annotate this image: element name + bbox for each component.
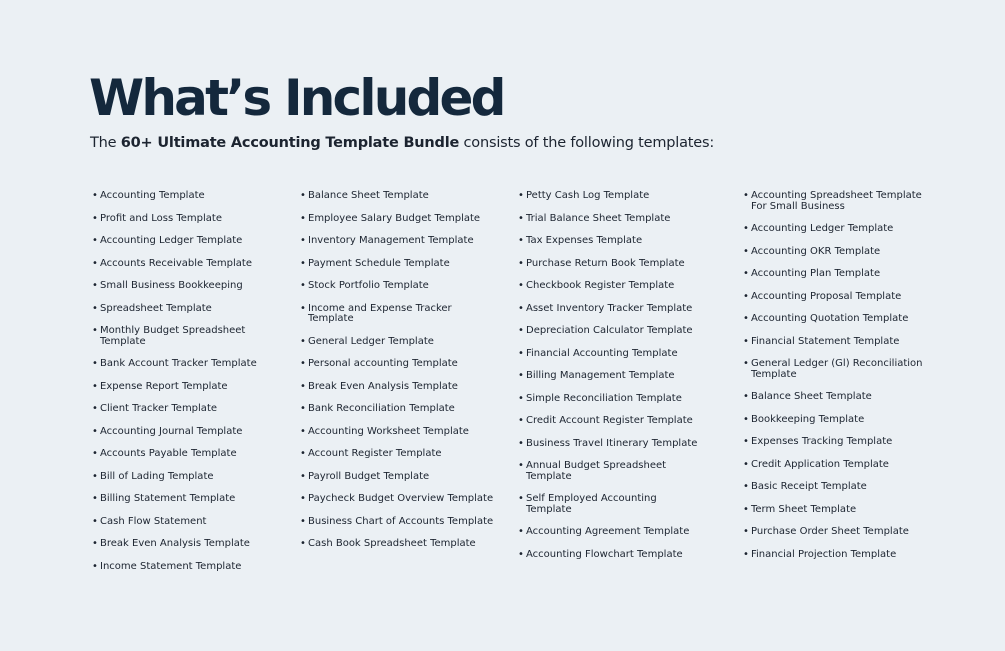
template-list-column-3 — [518, 191, 698, 572]
template-list-item: • Spreadsheet Template — [92, 304, 260, 315]
template-list-item: • Business Travel Itinerary Template — [518, 439, 698, 450]
template-list-item: • Break Even Analysis Template — [92, 539, 260, 550]
template-list-item: • Accounting Template — [92, 191, 260, 202]
template-list-item: • Accounts Receivable Template — [92, 259, 260, 270]
template-list-item: • Small Business Bookkeeping — [92, 281, 260, 292]
template-list-item: • Trial Balance Sheet Template — [518, 214, 698, 225]
template-list-item: • Expenses Tracking Template — [743, 437, 923, 448]
template-list-item: • Break Even Analysis Template — [300, 382, 500, 393]
template-list-item: • Accounting Journal Template — [92, 427, 260, 438]
template-list-item: • Accounting Ledger Template — [743, 224, 923, 235]
template-list-item: • General Ledger (Gl) Reconciliation Template — [743, 359, 923, 380]
template-list-item: • Stock Portfolio Template — [300, 281, 500, 292]
page-subtitle — [90, 133, 714, 153]
template-list-item: • Accounting Agreement Template — [518, 527, 698, 538]
subtitle-suffix: consists of the following templates: — [459, 135, 715, 151]
template-list-item: • Payment Schedule Template — [300, 259, 500, 270]
template-list-item: • Depreciation Calculator Template — [518, 326, 698, 337]
template-list-item: • Credit Application Template — [743, 460, 923, 471]
template-list-column-2 — [300, 191, 500, 562]
template-list-item: • Accounts Payable Template — [92, 449, 260, 460]
template-list-item: • Income Statement Template — [92, 562, 260, 573]
template-list-item: • Bookkeeping Template — [743, 415, 923, 426]
template-list-item: • Account Register Template — [300, 449, 500, 460]
template-list-item: • Billing Management Template — [518, 371, 698, 382]
template-list-item: • Personal accounting Template — [300, 359, 500, 370]
template-list-item: • Accounting Plan Template — [743, 269, 923, 280]
template-list-item: • Basic Receipt Template — [743, 482, 923, 493]
template-list-item: • Client Tracker Template — [92, 404, 260, 415]
template-list-item: • Accounting Spreadsheet Template For Small Business — [743, 191, 923, 212]
template-list-item: • Billing Statement Template — [92, 494, 260, 505]
template-list-item: • Monthly Budget Spreadsheet Template — [92, 326, 260, 347]
template-list-item: • Financial Statement Template — [743, 337, 923, 348]
template-list-item: • Bank Reconciliation Template — [300, 404, 500, 415]
template-list-item: • Inventory Management Template — [300, 236, 500, 247]
template-list-item: • Tax Expenses Template — [518, 236, 698, 247]
template-list-item: • General Ledger Template — [300, 337, 500, 348]
template-list-item: • Payroll Budget Template — [300, 472, 500, 483]
template-list-item: • Cash Flow Statement — [92, 517, 260, 528]
template-list-item: • Accounting OKR Template — [743, 247, 923, 258]
template-list-item: • Paycheck Budget Overview Template — [300, 494, 500, 505]
template-list-item: • Asset Inventory Tracker Template — [518, 304, 698, 315]
template-list-item: • Simple Reconciliation Template — [518, 394, 698, 405]
template-list-item: • Purchase Return Book Template — [518, 259, 698, 270]
template-list-item: • Purchase Order Sheet Template — [743, 527, 923, 538]
template-list-item: • Self Employed Accounting Template — [518, 494, 698, 515]
template-list-item: • Financial Accounting Template — [518, 349, 698, 360]
template-list-item: • Bank Account Tracker Template — [92, 359, 260, 370]
template-list-item: • Financial Projection Template — [743, 550, 923, 561]
template-list-item: • Term Sheet Template — [743, 505, 923, 516]
subtitle-prefix: The — [90, 135, 121, 151]
template-list-column-4 — [743, 191, 923, 572]
template-list-item: • Business Chart of Accounts Template — [300, 517, 500, 528]
template-list-item: • Checkbook Register Template — [518, 281, 698, 292]
template-list-item: • Cash Book Spreadsheet Template — [300, 539, 500, 550]
bundle-name: 60+ Ultimate Accounting Template Bundle — [120, 135, 460, 151]
page-title: What’s Included — [89, 69, 504, 127]
template-list-item: • Credit Account Register Template — [518, 416, 698, 427]
template-list-item: • Accounting Ledger Template — [92, 236, 260, 247]
template-list-item: • Employee Salary Budget Template — [300, 214, 500, 225]
template-list-item: • Accounting Proposal Template — [743, 292, 923, 303]
template-list-item: • Balance Sheet Template — [743, 392, 923, 403]
template-list-item: • Income and Expense Tracker Template — [300, 304, 500, 325]
template-list-item: • Bill of Lading Template — [92, 472, 260, 483]
template-list-item: • Petty Cash Log Template — [518, 191, 698, 202]
template-list-column-1 — [92, 191, 260, 584]
template-list-item: • Accounting Worksheet Template — [300, 427, 500, 438]
template-list-item: • Expense Report Template — [92, 382, 260, 393]
template-list-item: • Accounting Quotation Template — [743, 314, 923, 325]
template-list-item: • Balance Sheet Template — [300, 191, 500, 202]
template-list-item: • Annual Budget Spreadsheet Template — [518, 461, 698, 482]
template-list-item: • Profit and Loss Template — [92, 214, 260, 225]
template-list-item: • Accounting Flowchart Template — [518, 550, 698, 561]
